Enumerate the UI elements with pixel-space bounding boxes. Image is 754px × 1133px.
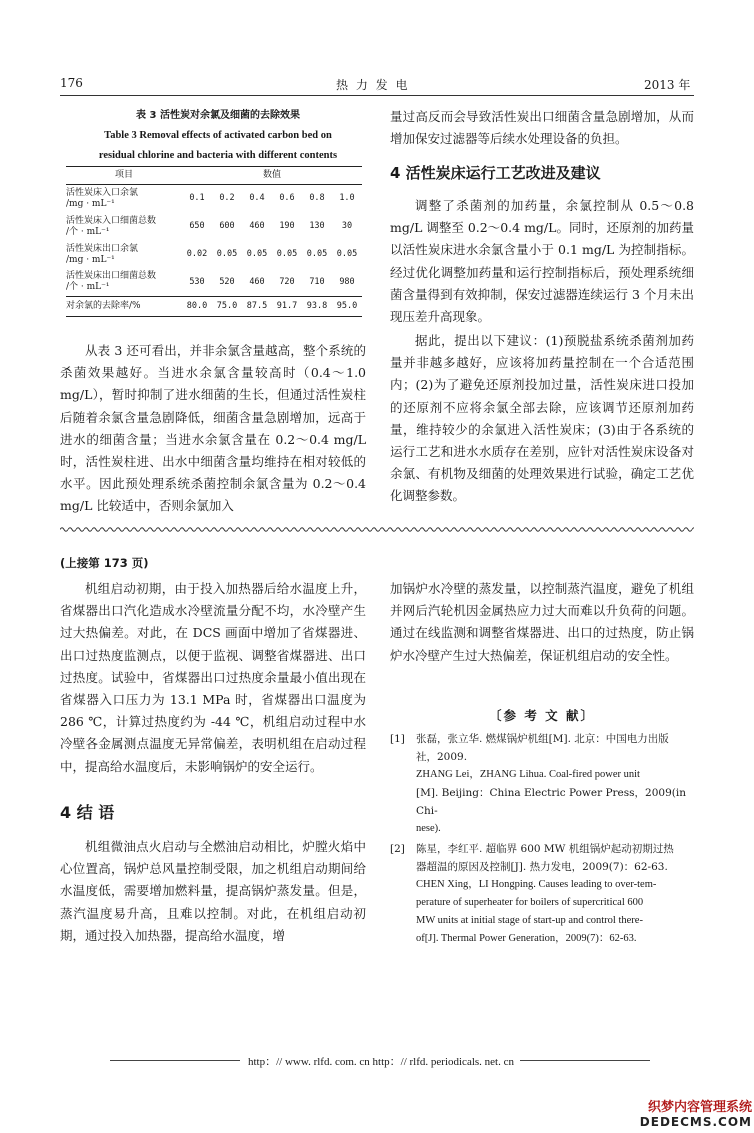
table-cell: 530 bbox=[189, 276, 205, 287]
table-cell: 0.05 bbox=[246, 249, 268, 259]
table-cell: 30 bbox=[341, 221, 353, 231]
row-label bbox=[66, 297, 182, 317]
table-cell: 0.05 bbox=[276, 249, 298, 259]
journal-name: 热 力 发 电 bbox=[336, 78, 410, 92]
watermark-line-2: DEDECMS.COM bbox=[639, 1115, 752, 1129]
table-cell: 190 bbox=[279, 221, 295, 231]
table-cell: 0.6 bbox=[279, 193, 295, 204]
bottom-right-paragraph: 加锅炉水冷壁的蒸发量，以控制蒸汽温度，避免了机组并网后汽轮机因金属热应力过大而难以升负荷的问题。通过在线监测和调整省煤器进、出口的过热度，防止锅炉水冷壁产生过大热偏差，保证机组启动的安全性。 bbox=[390, 581, 694, 663]
row-label bbox=[66, 185, 182, 213]
table-caption-cn: 表 3 活性炭对余氯及细菌的去除效果 bbox=[136, 110, 300, 121]
row-label-line-2: /个 · mL⁻¹ bbox=[66, 226, 110, 237]
reference-line: CHEN Xing，LI Hongping. Causes leading to over-tem- bbox=[416, 879, 657, 890]
table-cell: 93.8 bbox=[306, 301, 328, 311]
row-label bbox=[66, 241, 182, 269]
table-cell: 91.7 bbox=[276, 301, 298, 311]
bottom-left-paragraph-1: 机组启动初期，由于投入加热器后给水温度上升，省煤器出口汽化造成水冷壁流量分配不均，水冷壁产生过大热偏差。对此，在 DCS 画面中增加了省煤器进、出口过热度监测点，以便于监视、调整省煤器进、出口过热度。试验中，省煤器出口过热度余量最小值出现在省煤器入口压力为 13.1 MPa 时，省煤器出口温度为 286 ℃，计算过热度约为 -44 ℃，机组启动过程中水冷壁各金属测点温度无异常偏差，表明机组在启动过程中，提高给水温度后，未影响锅炉的安全运行。 bbox=[60, 581, 366, 774]
right-top-paragraph: 量过高反而会导致活性炭出口细菌含量急剧增加，从而增加保安过滤器等后续水处理设备的负担。 bbox=[390, 109, 694, 147]
row-label-line-2: /mg · mL⁻¹ bbox=[66, 198, 115, 209]
table-row bbox=[66, 213, 362, 241]
table-cell: 0.2 bbox=[219, 193, 235, 204]
footer-rule-right bbox=[520, 1060, 650, 1061]
table-cell: 1.0 bbox=[339, 193, 355, 204]
section-title-4-bottom: 4 结 语 bbox=[60, 803, 115, 822]
row-label-line-1: 活性炭床出口余氯 bbox=[66, 243, 139, 254]
reference-number: [1] bbox=[390, 733, 405, 745]
table-caption-en-1: Table 3 Removal effects of activated carbon bed on bbox=[104, 130, 332, 141]
table-cell: 600 bbox=[219, 221, 235, 231]
table-cell: 0.05 bbox=[216, 249, 238, 259]
reference-line: 陈星，李红平. 超临界 600 MW 机组锅炉起动初期过热 bbox=[416, 843, 674, 855]
table-cell: 650 bbox=[189, 221, 205, 231]
table-cell: 75.0 bbox=[216, 301, 238, 311]
table-cell: 710 bbox=[309, 276, 325, 287]
table-cell: 0.1 bbox=[189, 193, 205, 204]
continued-from: (上接第 173 页) bbox=[60, 556, 149, 570]
table-cell: 0.8 bbox=[309, 193, 325, 204]
reference-line: 社，2009. bbox=[416, 751, 468, 763]
watermark-line-1: 织梦内容管理系统 bbox=[647, 1100, 752, 1115]
table-row bbox=[66, 185, 362, 213]
table-row bbox=[66, 269, 362, 297]
table-row bbox=[66, 241, 362, 269]
table-cell: 87.5 bbox=[246, 301, 268, 311]
row-label bbox=[66, 269, 182, 297]
watermark-logo bbox=[640, 1101, 752, 1129]
reference-line: of[J]. Thermal Power Generation，2009(7)：62-63. bbox=[416, 933, 637, 944]
table-cell: 95.0 bbox=[336, 301, 358, 311]
table-cell: 460 bbox=[249, 221, 265, 231]
table-3 bbox=[66, 166, 362, 317]
row-label-line-1: 对余氯的去除率/% bbox=[66, 301, 141, 311]
table-cell: 130 bbox=[309, 221, 325, 231]
reference-line: nese). bbox=[416, 823, 441, 834]
reference-line: MW units at initial stage of start-up and control there- bbox=[416, 915, 643, 926]
year-label: 2013 年 bbox=[644, 78, 691, 92]
header-rule bbox=[60, 95, 694, 96]
row-label-line-2: /mg · mL⁻¹ bbox=[66, 254, 115, 265]
table-cell: 80.0 bbox=[186, 301, 208, 311]
reference-number: [2] bbox=[390, 843, 405, 855]
reference-line: 器超温的原因及控制[J]. 热力发电，2009(7)：62-63. bbox=[416, 861, 668, 873]
footer-rule-left bbox=[110, 1060, 240, 1061]
reference-line: [M]. Beijing：China Electric Power Press，2009(in Chi- bbox=[416, 787, 686, 817]
wavy-separator bbox=[60, 526, 694, 533]
references-title: 〔参 考 文 献〕 bbox=[488, 708, 596, 723]
col-header-values: 数值 bbox=[262, 170, 281, 180]
table-cell: 720 bbox=[279, 276, 295, 287]
references-list bbox=[390, 730, 694, 950]
row-label-line-2: /个 · mL⁻¹ bbox=[66, 282, 110, 293]
reference-line: ZHANG Lei，ZHANG Lihua. Coal-fired power unit bbox=[416, 769, 640, 780]
table-row bbox=[66, 297, 362, 317]
table-cell: 0.05 bbox=[306, 249, 328, 259]
table-caption-en-2: residual chlorine and bacteria with different contents bbox=[98, 150, 338, 161]
right-paragraph-1: 调整了杀菌剂的加药量，余氯控制从 0.5～0.8 mg/L 调整至 0.2～0.4 mg/L。同时，还原剂的加药量以活性炭床进水余氯含量小于 0.1 mg/L 为控制指标。经过优化调整加药量和运行控制指标后，预处理系统细菌含量得到有效抑制，保安过滤器连续运行 3 个月未出现压差升高现象。 bbox=[390, 198, 694, 325]
footer-urls: http：// www. rlfd. com. cn http：// rlfd. periodicals. net. cn bbox=[248, 1056, 514, 1068]
reference-line: 张磊，张立华. 燃煤锅炉机组[M]. 北京：中国电力出版 bbox=[416, 733, 669, 745]
page-number: 176 bbox=[60, 76, 83, 90]
table-cell: 460 bbox=[249, 276, 265, 287]
col-header-item: 项目 bbox=[114, 170, 133, 180]
table-cell: 0.4 bbox=[249, 193, 265, 204]
left-top-paragraph: 从表 3 还可看出，并非余氯含量越高，整个系统的杀菌效果越好。当进水余氯含量较高时（0.4～1.0 mg/L），暂时抑制了进水细菌的生长，但通过活性炭柱后随着余氯含量急剧降低，细菌含量急剧增加，远高于进水的细菌含量；当进水余氯含量在 0.2～0.4 mg/L 时，活性炭柱进、出水中细菌含量均维持在相对较低的水平。因此预处理系统杀菌控制余氯含量为 0.2～0.4 mg/L 比较适中，否则余氯加入 bbox=[60, 343, 366, 514]
table-cell: 520 bbox=[219, 276, 235, 287]
reference-line: perature of superheater for boilers of supercritical 600 bbox=[416, 897, 644, 908]
reference-item bbox=[390, 840, 694, 948]
table-cell: 0.02 bbox=[186, 249, 208, 259]
bottom-left-paragraph-2: 机组微油点火启动与全燃油启动相比，炉膛火焰中心位置高，锅炉总风量控制受限，加之机组启动期间给水温度低，需要增加燃料量，提高锅炉蒸发量。但是，蒸汽温度易升高，且难以控制。对此，在机组启动初期，通过投入加热器，提高给水温度，增 bbox=[60, 839, 366, 943]
right-paragraph-2: 据此，提出以下建议：(1)预脱盐系统杀菌剂加药量并非越多越好，应该将加药量控制在一个合适范围内；(2)为了避免还原剂投加过量，活性炭床进口投加的还原剂不应将余氯全部去除，应该调节还原剂加药量，维持较少的余氯进入活性炭床；(3)由于各系统的运行工艺和进水水质存在差别，应针对活性炭床设备对余氯、有机物及细菌的处理效果进行试验，确定工艺优化调整参数。 bbox=[390, 333, 694, 504]
row-label-line-1: 活性炭床入口细菌总数 bbox=[66, 215, 157, 226]
row-label bbox=[66, 213, 182, 241]
section-title-4-right: 4 活性炭床运行工艺改进及建议 bbox=[390, 164, 601, 182]
reference-item bbox=[390, 730, 694, 838]
row-label-line-1: 活性炭床入口余氯 bbox=[66, 187, 139, 198]
table-cell: 980 bbox=[339, 276, 355, 287]
row-label-line-1: 活性炭床出口细菌总数 bbox=[66, 271, 157, 282]
table-cell: 0.05 bbox=[336, 249, 358, 259]
